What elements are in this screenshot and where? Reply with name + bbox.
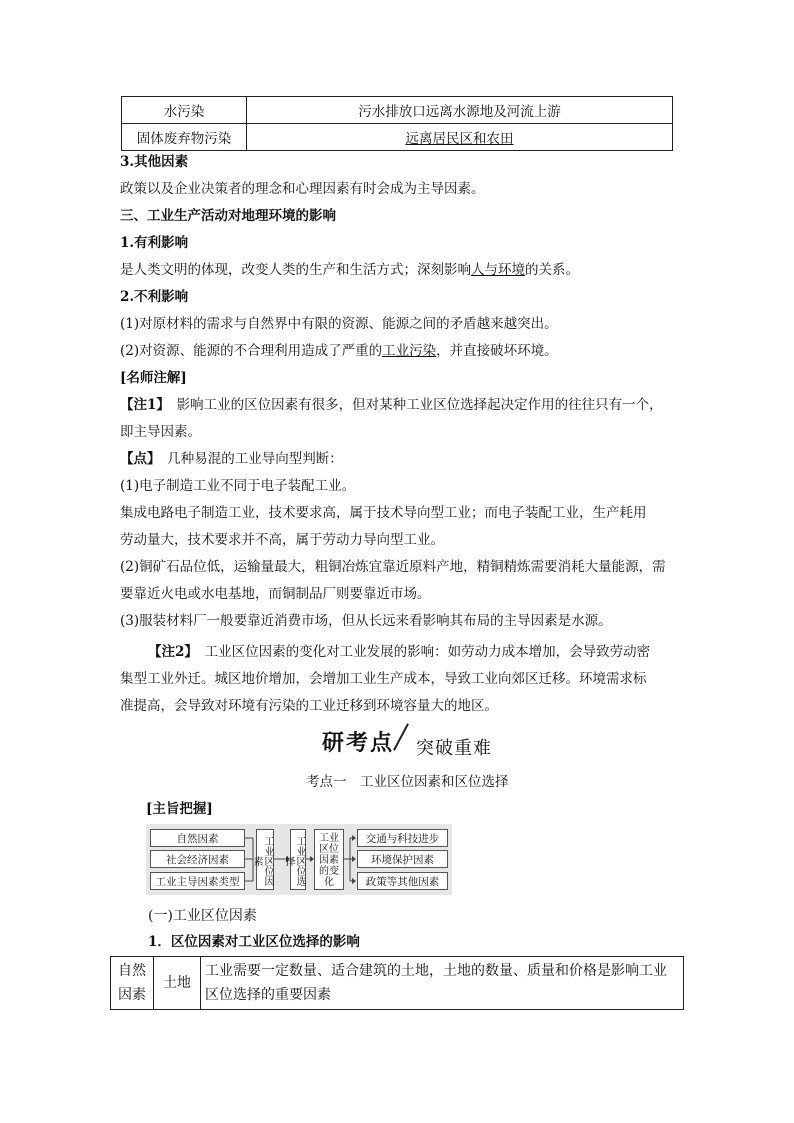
table-cell: 水污染 xyxy=(122,97,247,124)
banner-divider xyxy=(393,723,409,750)
diagram-box: 工业区位因素的变化 xyxy=(314,829,344,890)
part-heading: 三、工业生产活动对地理环境的影响 xyxy=(120,208,336,224)
subsection-item: 1．区位因素对工业区位选择的影响 xyxy=(148,934,360,950)
flow-diagram xyxy=(146,824,452,895)
table-cell: 土地 xyxy=(154,957,201,1010)
table-row xyxy=(122,124,673,151)
diagram-box: 工业区位选择 xyxy=(290,829,306,890)
table-cell: 工业需要一定数量、适合建筑的土地，土地的数量、质量和价格是影响工业区位选择的重要因素 xyxy=(201,957,684,1010)
text-span: 影响工业的区位因素有很多，但对某种工业区位选择起决定作用的往往只有一个， xyxy=(163,397,663,413)
paragraph: (1)对原材料的需求与自然界中有限的资源、能源之间的矛盾越来越突出。 xyxy=(120,316,558,332)
pollution-table xyxy=(121,96,673,151)
banner-main: 研考点 xyxy=(322,731,395,756)
text-span: (2)对资源、能源的不合理利用造成了严重的 xyxy=(120,343,383,359)
diagram-box: 工业主导因素类型 xyxy=(150,872,245,890)
table-cell: 污水排放口远离水源地及河流上游 xyxy=(247,97,673,124)
note-label: 【注2】 xyxy=(148,644,192,660)
paragraph: 准提高，会导致对环境有污染的工业迁移到环境容量大的地区。 xyxy=(120,698,498,714)
notes-heading: [名师注解] xyxy=(120,370,187,386)
subsection-title: (一)工业区位因素 xyxy=(148,908,257,924)
table-row xyxy=(122,97,673,124)
kaodian-title: 考点一 工业区位因素和区位选择 xyxy=(306,774,509,790)
underlined-text: 人与环境 xyxy=(471,262,525,278)
diagram-box: 政策等其他因素 xyxy=(357,872,448,890)
section-banner xyxy=(322,722,502,758)
paragraph xyxy=(120,341,558,361)
table-cell xyxy=(247,124,673,151)
paragraph: (2)铜矿石品位低，运输量最大，粗铜冶炼宜靠近原料产地，精铜精炼需要消耗大量能源，需 xyxy=(120,559,666,575)
note-label: 【注1】 xyxy=(120,397,164,413)
diagram-box: 社会经济因素 xyxy=(150,850,245,868)
diagram-box: 自然因素 xyxy=(150,829,245,847)
paragraph: (3)服装材料厂一般要靠近消费市场，但从长远来看影响其布局的主导因素是水源。 xyxy=(120,613,612,629)
zhuzhi-label: [主旨把握] xyxy=(146,801,213,817)
table-row xyxy=(111,957,684,1010)
diagram-box: 环境保护因素 xyxy=(357,850,448,868)
paragraph xyxy=(120,260,579,280)
table-cell: 自然因素 xyxy=(111,957,154,1010)
paragraph: (1)电子制造工业不同于电子装配工业。 xyxy=(120,478,356,494)
note-2 xyxy=(148,642,650,662)
paragraph: 政策以及企业决策者的理念和心理因素有时会成为主导因素。 xyxy=(120,181,485,197)
section-heading: 3.其他因素 xyxy=(120,154,189,170)
text-span: ，并直接破坏环境。 xyxy=(436,343,558,359)
note-1 xyxy=(120,395,663,415)
paragraph: 要靠近火电或水电基地，而铜制品厂则要靠近市场。 xyxy=(120,586,431,602)
table-cell: 固体废弃物污染 xyxy=(122,124,247,151)
location-factor-table xyxy=(110,956,684,1010)
text-span: 是人类文明的体现，改变人类的生产和生活方式；深刻影响 xyxy=(120,262,471,278)
paragraph: 集型工业外迁。城区地价增加，会增加工业生产成本，导致工业向郊区迁移。环境需求标 xyxy=(120,671,647,687)
paragraph: 集成电路电子制造工业，技术要求高，属于技术导向型工业；而电子装配工业，生产耗用 xyxy=(120,505,647,521)
diagram-box: 交通与科技进步 xyxy=(357,829,448,847)
text-span: 几种易混的工业导向型判断： xyxy=(153,451,343,467)
section-heading: 1.有利影响 xyxy=(120,235,189,251)
text-span: 的关系。 xyxy=(525,262,579,278)
underlined-text: 远离居民区和农田 xyxy=(405,131,514,147)
section-heading: 2.不利影响 xyxy=(120,289,189,305)
text-span: 工业区位因素的变化对工业发展的影响：如劳动力成本增加，会导致劳动密 xyxy=(191,644,651,660)
point-note xyxy=(120,449,343,469)
note-label: 【点】 xyxy=(120,451,154,467)
underlined-text: 工业污染 xyxy=(382,343,437,359)
diagram-box: 工业区位因素 xyxy=(256,829,274,890)
paragraph: 劳动量大，技术要求并不高，属于劳动力导向型工业。 xyxy=(120,532,444,548)
banner-sub: 突破重难 xyxy=(416,738,492,759)
paragraph: 即主导因素。 xyxy=(120,424,201,440)
